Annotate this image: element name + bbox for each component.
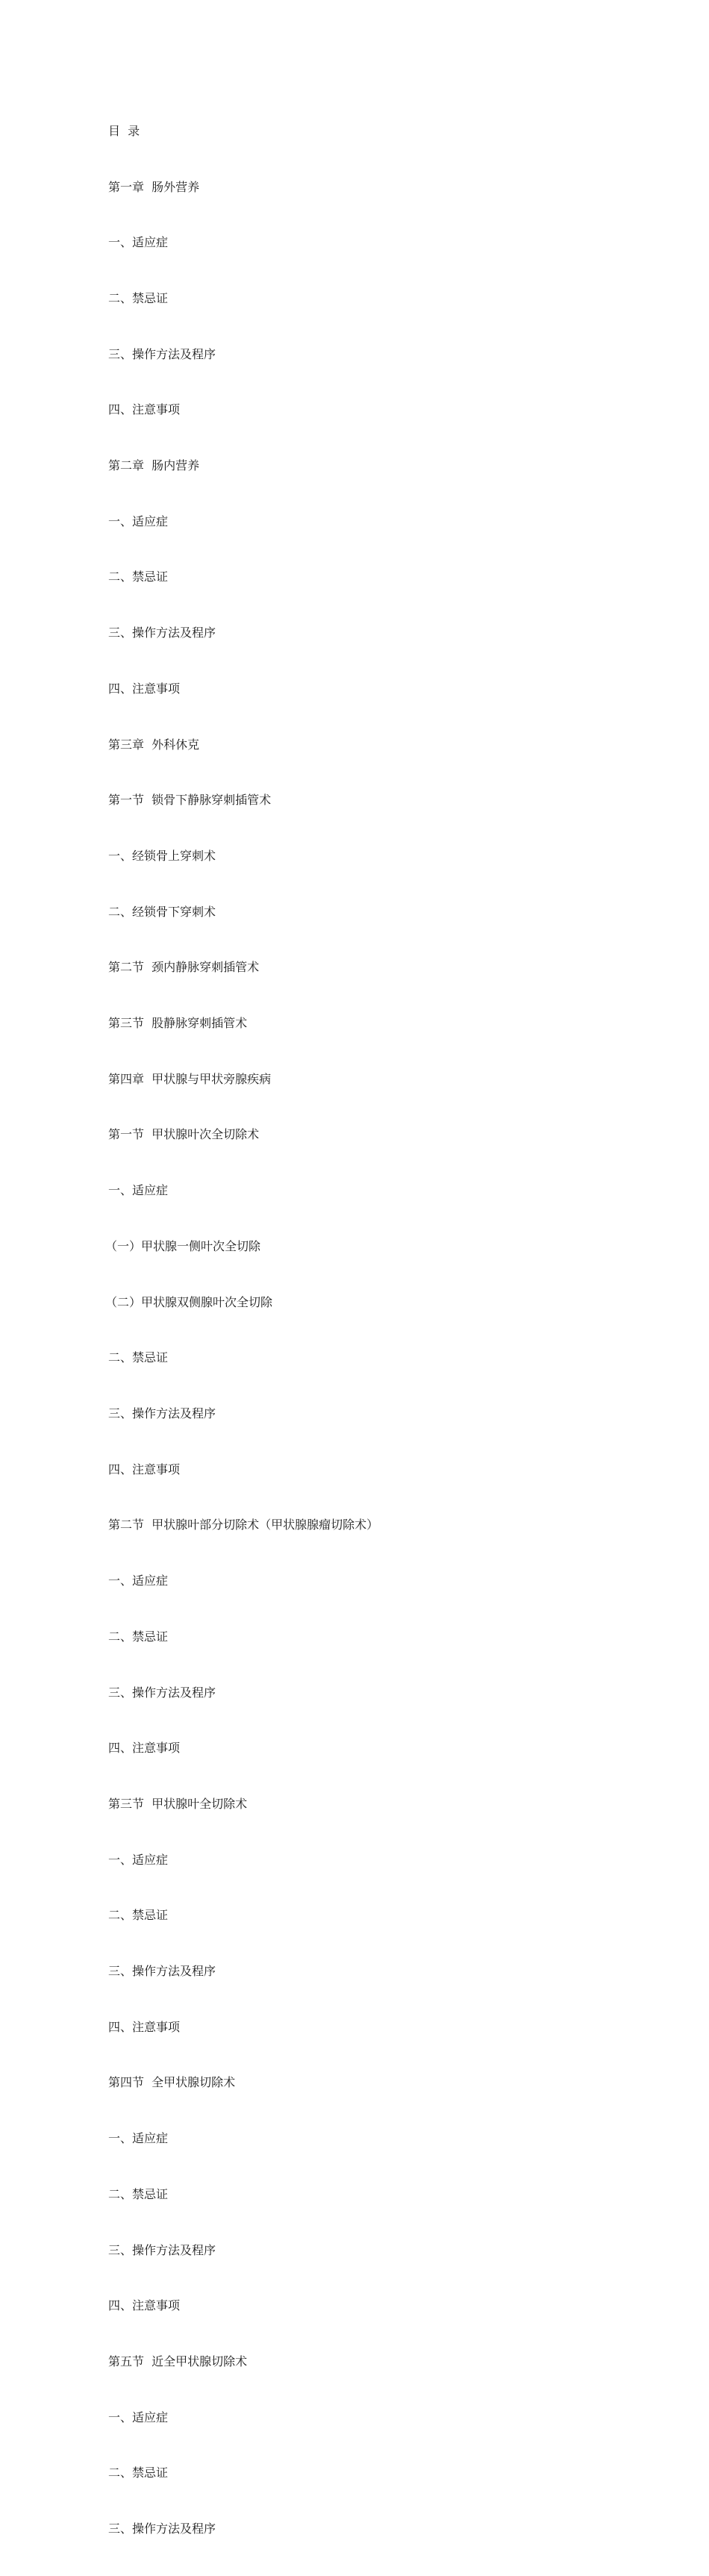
toc-item: 三、操作方法及程序 [108, 346, 216, 361]
toc-item: 二、经锁骨下穿刺术 [108, 904, 216, 919]
table-of-contents [105, 85, 379, 2576]
toc-item: 一、适应症 [108, 2410, 169, 2424]
toc-item: 四、注意事项 [108, 681, 181, 696]
toc-section: 第五节 近全甲状腺切除术 [108, 2354, 248, 2368]
toc-item: 一、适应症 [108, 235, 169, 250]
toc-item: 三、操作方法及程序 [108, 1964, 216, 1979]
toc-chapter: 第二章 肠内营养 [108, 458, 200, 473]
toc-title: 目 录 [108, 123, 140, 138]
toc-item: 二、禁忌证 [108, 1629, 169, 1644]
toc-chapter: 第一章 肠外营养 [108, 179, 200, 194]
toc-item: 一、适应症 [108, 514, 169, 528]
toc-item: 一、适应症 [108, 1183, 169, 1198]
toc-item: 二、禁忌证 [108, 2466, 169, 2480]
toc-section: 第三节 甲状腺叶全切除术 [108, 1796, 248, 1811]
toc-item: 三、操作方法及程序 [108, 1406, 216, 1420]
toc-subitem: （二）甲状腺双侧腺叶次全切除 [105, 1294, 273, 1309]
toc-item: 三、操作方法及程序 [108, 2242, 216, 2257]
toc-item: 一、经锁骨上穿刺术 [108, 848, 216, 863]
toc-item: 一、适应症 [108, 2131, 169, 2146]
toc-subitem: （一）甲状腺一侧叶次全切除 [105, 1238, 261, 1253]
toc-item: 四、注意事项 [108, 2298, 181, 2313]
toc-chapter: 第三章 外科休克 [108, 737, 200, 752]
toc-item: 四、注意事项 [108, 1741, 181, 1756]
toc-item: 二、禁忌证 [108, 570, 169, 584]
toc-item: 二、禁忌证 [108, 2186, 169, 2201]
toc-item: 三、操作方法及程序 [108, 1685, 216, 1700]
toc-item: 二、禁忌证 [108, 1350, 169, 1365]
toc-section: 第一节 锁骨下静脉穿刺插管术 [108, 793, 272, 808]
toc-item: 一、适应症 [108, 1852, 169, 1867]
toc-chapter: 第四章 甲状腺与甲状旁腺疾病 [108, 1071, 272, 1086]
toc-item: 四、注意事项 [108, 1462, 181, 1476]
toc-section: 第二节 颈内静脉穿刺插管术 [108, 960, 260, 975]
toc-item: 三、操作方法及程序 [108, 626, 216, 640]
toc-section: 第四节 全甲状腺切除术 [108, 2075, 236, 2090]
toc-section: 第二节 甲状腺叶部分切除术（甲状腺腺瘤切除术） [108, 1518, 379, 1532]
toc-item: 四、注意事项 [108, 2019, 181, 2034]
toc-item: 一、适应症 [108, 1574, 169, 1588]
toc-item: 三、操作方法及程序 [108, 2522, 216, 2536]
toc-item: 四、注意事项 [108, 402, 181, 417]
toc-item: 二、禁忌证 [108, 1908, 169, 1923]
toc-section: 第三节 股静脉穿刺插管术 [108, 1016, 248, 1031]
toc-section: 第一节 甲状腺叶次全切除术 [108, 1127, 260, 1142]
toc-item: 二、禁忌证 [108, 290, 169, 305]
